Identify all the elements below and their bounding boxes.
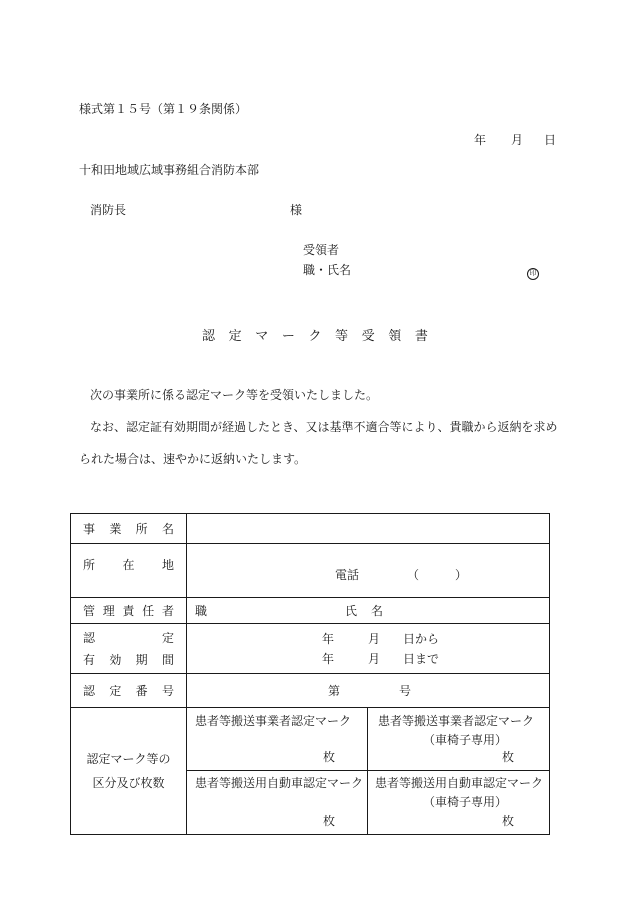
business-name-label-cell [71, 514, 187, 544]
location-field[interactable] [187, 544, 550, 598]
business-name-label: 事 業 所 名 [83, 522, 174, 536]
mark4-label: 患者等搬送用自動車認定マーク [375, 776, 544, 790]
mark4-cell[interactable] [368, 771, 550, 835]
mark1-label: 患者等搬送事業者認定マーク [195, 714, 352, 728]
form-number: 様式第１５号（第１９条関係） [79, 102, 248, 116]
validity-label-cell [71, 624, 187, 674]
validity-label-2: 有 効 期 間 [83, 653, 174, 667]
number-suffix: 号 [399, 684, 412, 698]
number-prefix: 第 [328, 684, 341, 698]
mark3-unit: 枚 [323, 814, 336, 828]
row-location [71, 544, 550, 598]
cert-number-label: 認 定 番 号 [83, 684, 174, 698]
cert-number-label-cell [71, 674, 187, 708]
manager-field[interactable] [187, 598, 550, 624]
to-month: 月 [368, 652, 381, 666]
date-year: 年 [474, 133, 487, 147]
mark2-unit: 枚 [502, 750, 515, 764]
validity-label-1: 認 定 [83, 631, 174, 645]
business-name-field[interactable] [187, 514, 550, 544]
receipt-table [70, 513, 550, 835]
phone-paren: （ ） [407, 568, 468, 582]
body-line-1: 次の事業所に係る認定マーク等を受領いたしました。 [90, 388, 379, 402]
marks-label-cell [71, 708, 187, 835]
from-year: 年 [322, 632, 335, 646]
mark2-sub: （車椅子専用） [423, 733, 508, 747]
to-year: 年 [322, 652, 335, 666]
mark3-cell[interactable] [187, 771, 368, 835]
manager-label-cell [71, 598, 187, 624]
row-marks-1 [71, 708, 550, 771]
location-label: 所 在 地 [83, 558, 174, 572]
date-day: 日 [544, 133, 557, 147]
date-month: 月 [511, 133, 524, 147]
mark4-sub: （車椅子専用） [423, 795, 508, 809]
mark1-unit: 枚 [323, 750, 336, 764]
marks-label-2: 区分及び枚数 [92, 776, 165, 790]
from-month: 月 [368, 632, 381, 646]
phone-label: 電話 [335, 568, 360, 582]
mark2-label: 患者等搬送事業者認定マーク [378, 714, 535, 728]
row-cert-number [71, 674, 550, 708]
location-label-cell [71, 544, 187, 598]
row-validity [71, 624, 550, 674]
manager-label: 管 理 責 任 者 [83, 604, 174, 618]
to-suffix: 日まで [403, 652, 440, 666]
addressee-org: 十和田地域広域事務組合消防本部 [79, 163, 260, 177]
position-label: 職 [195, 604, 208, 618]
name-label: 氏名 [345, 604, 398, 618]
chief-title: 消防長 [90, 203, 127, 217]
mark4-unit: 枚 [502, 814, 515, 828]
mark3-label: 患者等搬送用自動車認定マーク [195, 776, 364, 790]
cert-number-field[interactable] [187, 674, 550, 708]
body-line-2: なお、認定証有効期間が経過したとき、又は基準不適合等により、貴職から返納を求め [90, 420, 558, 434]
from-suffix: 日から [403, 632, 440, 646]
seal-icon: 印 [527, 268, 539, 280]
mark1-cell[interactable] [187, 708, 368, 771]
body-line-3: られた場合は、速やかに返納いたします。 [79, 452, 307, 466]
document-title: 認 定 マ ー ク 等 受 領 書 [202, 329, 428, 344]
row-manager [71, 598, 550, 624]
recipient-label: 受領者 [303, 243, 340, 257]
marks-label-1: 認定マーク等の [86, 752, 171, 766]
validity-field[interactable] [187, 624, 550, 674]
mark2-cell[interactable] [368, 708, 550, 771]
row-business-name [71, 514, 550, 544]
honorific: 様 [290, 203, 303, 217]
recipient-name-label: 職・氏名 [303, 263, 352, 277]
seal-mark [527, 265, 539, 280]
